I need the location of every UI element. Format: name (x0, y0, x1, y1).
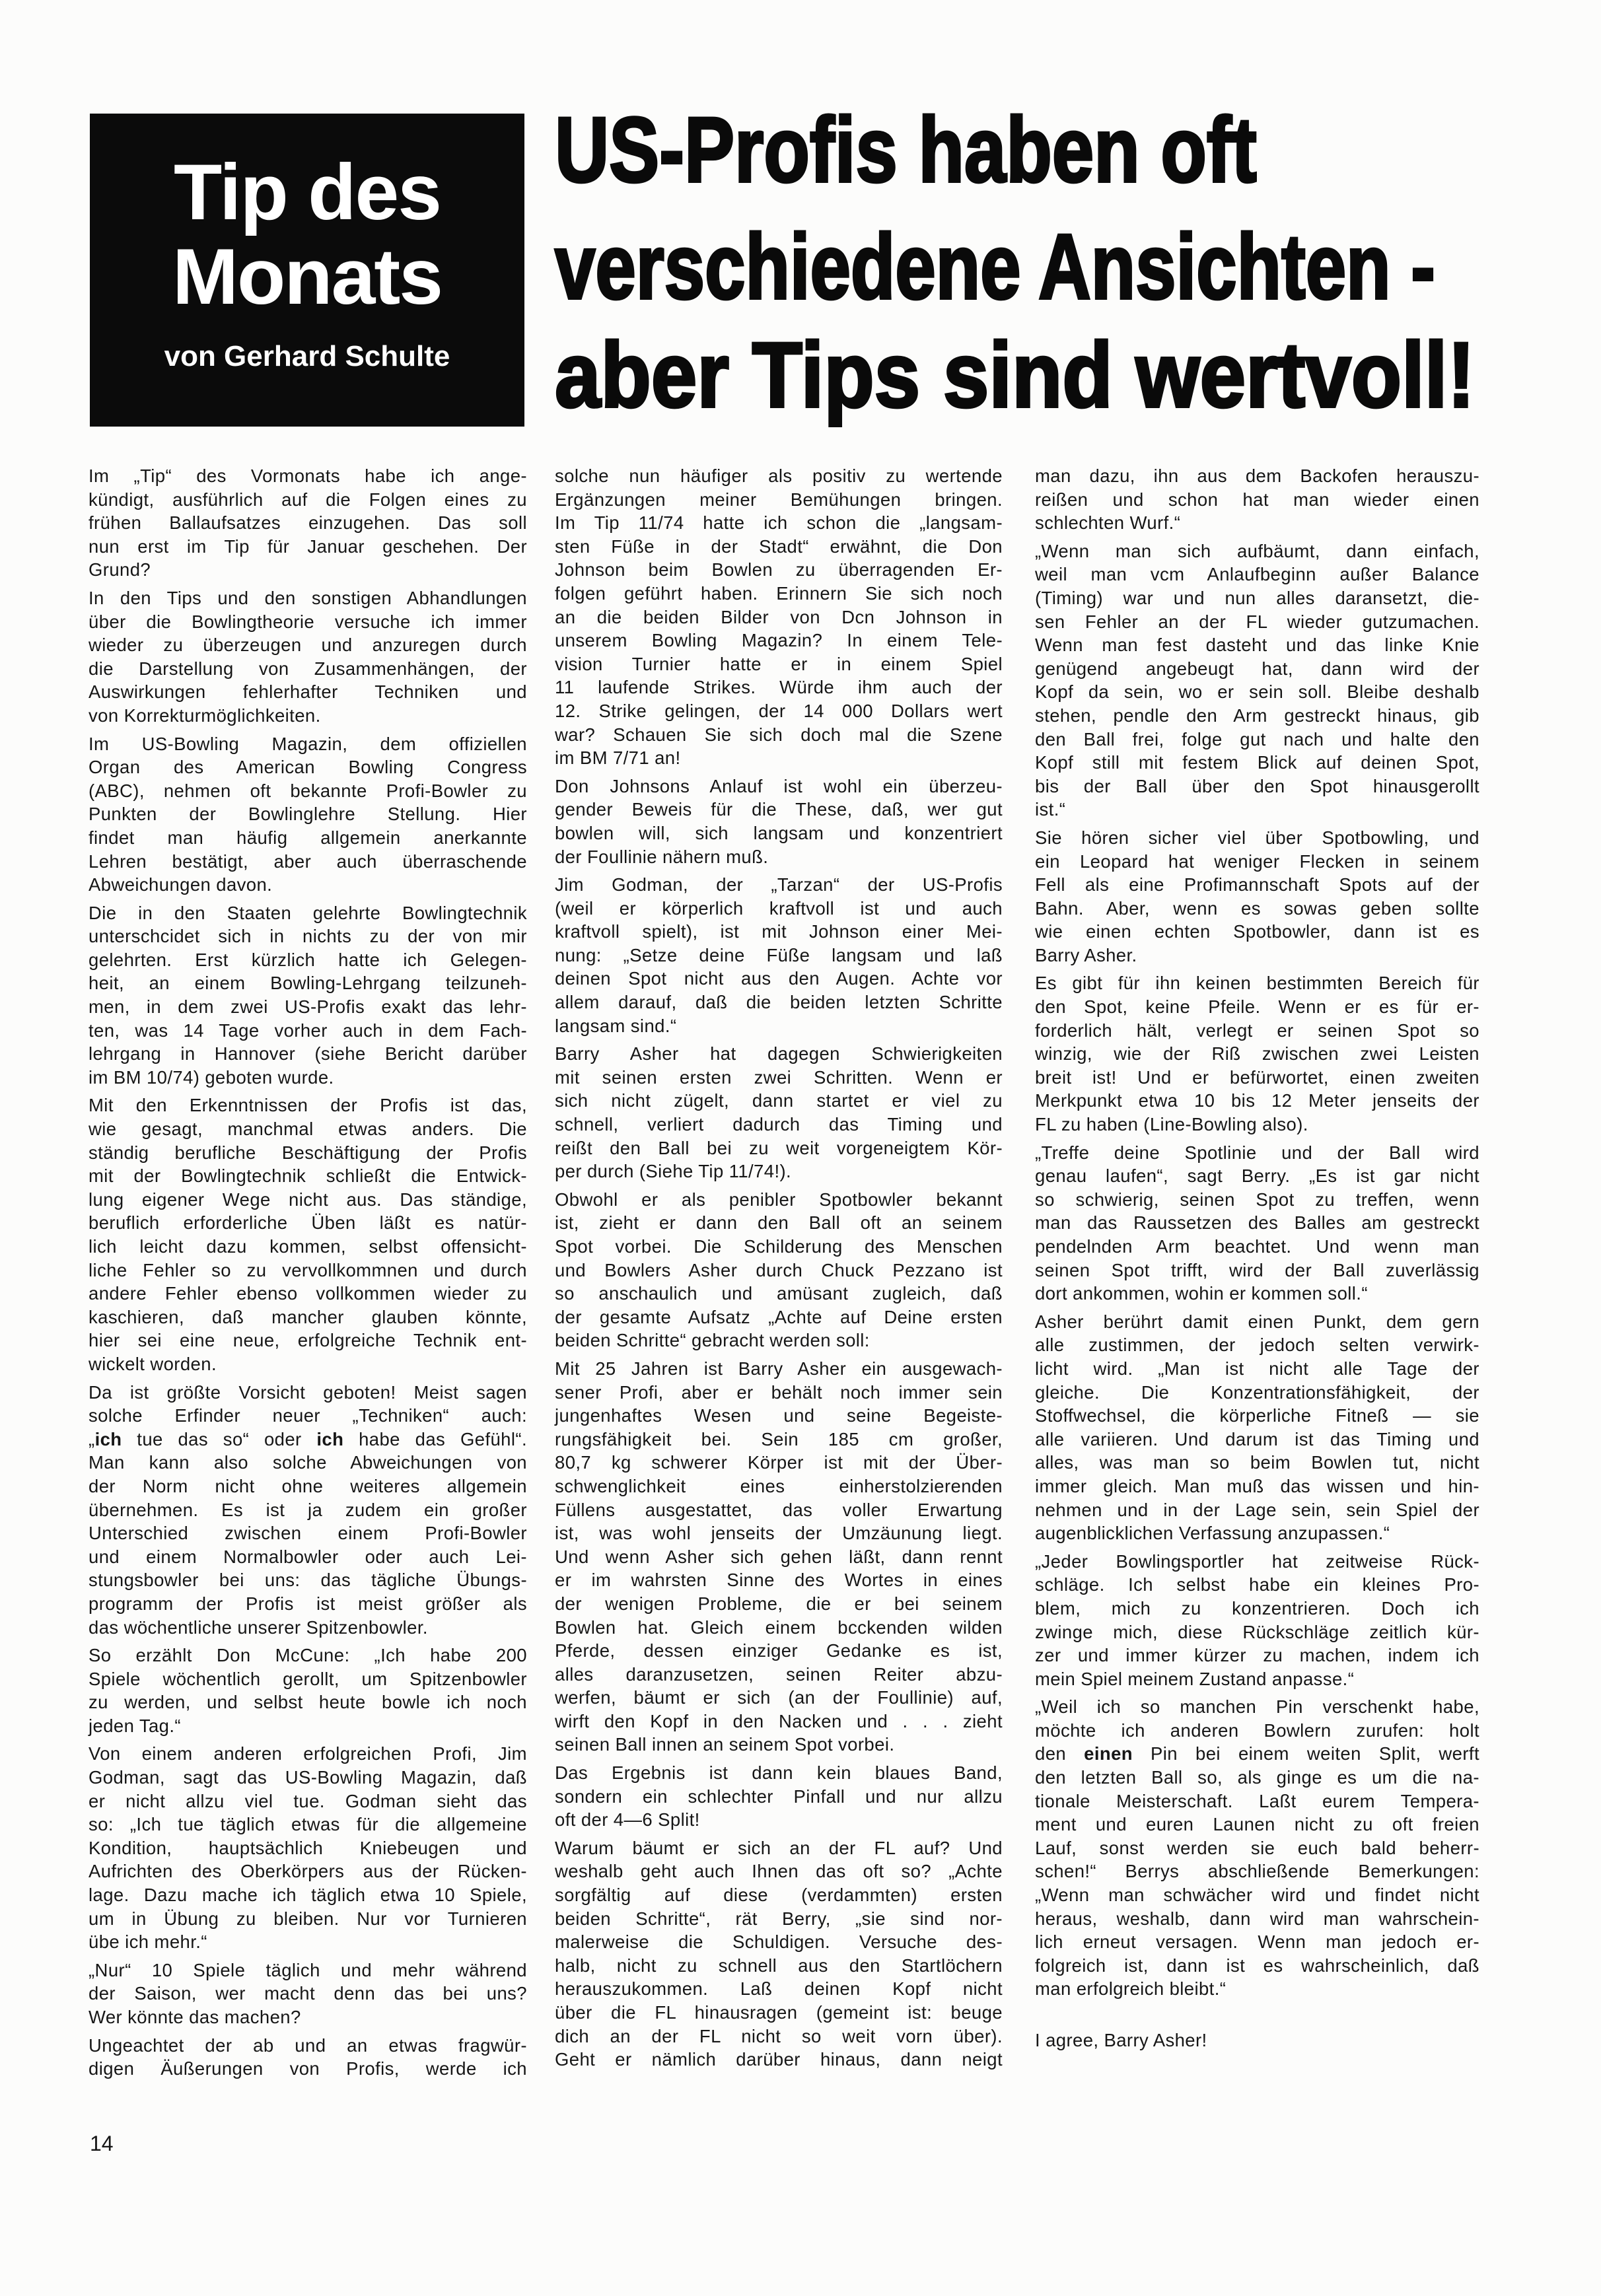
text-line: werfen, bäumt er sich (an der Foullinie) auf, (555, 1687, 1003, 1708)
text-line: dort ankommen, wohin er kommen soll.“ (1035, 1283, 1368, 1304)
headline-line-1: US-Profis haben oft (555, 98, 1257, 201)
text-line: die Darstellung von Zusammenhängen, der (89, 658, 527, 679)
text-line: Im Tip 11/74 hatte ich schon die „langsam- (555, 512, 1003, 534)
text-line: beiden Schritte“ gebracht werden soll: (555, 1330, 870, 1351)
text-line: über die Bowlingtheorie versuche ich immer (89, 611, 527, 632)
paragraph (89, 1644, 527, 1737)
text-line: (Timing) war und nun alles daransetzt, die- (1035, 587, 1479, 608)
text-line: Organ des American Bowling Congress (89, 757, 527, 778)
tip-des-monats-box (90, 114, 524, 427)
text-line: Fell als eine Profimannschaft Spots auf der (1035, 874, 1479, 895)
paragraph (1035, 826, 1479, 967)
text-line: seinen Spot trifft, wird der Ball zuverlässig (1035, 1259, 1479, 1280)
text-line: wie einen echten Spotbowler, dann ist es (1035, 921, 1479, 942)
text-line: wirft den Kopf in den Nacken und . . . zieht (555, 1710, 1003, 1731)
text-line: im BM 10/74) geboten wurde. (89, 1066, 334, 1088)
text-line: Punkten der Bowlinglehre Stellung. Hier (89, 804, 527, 825)
paragraph (1035, 2029, 1479, 2052)
text-segment: habe das Gefühl“. (343, 1428, 527, 1449)
text-line: Mit den Erkenntnissen der Profis ist das, (89, 1095, 527, 1116)
text-line: Sie hören sicher viel über Spotbowling, und (1035, 827, 1479, 848)
text-line: Barry Asher. (1035, 944, 1137, 965)
text-line: genügend angebeugt hat, dann wird der (1035, 658, 1479, 679)
paragraph (1035, 1141, 1479, 1305)
text-line: stungsbowler bei uns: das tägliche Übungs- (89, 1570, 527, 1591)
text-line: Das Ergebnis ist dann kein blaues Band, (555, 1762, 1003, 1784)
text-line: gelehrten. Erst kürzlich hatte ich Gelegen- (89, 949, 527, 970)
text-line: sich nicht zügelt, dann startet er viel zu (555, 1090, 1003, 1111)
text-line: solche nun häufiger als positiv zu wertende (555, 466, 1003, 486)
text-line: Im US-Bowling Magazin, dem offiziellen (89, 733, 527, 754)
text-line: Es gibt für ihn keinen bestimmten Bereich für (1035, 973, 1479, 994)
text-line: wieder zu überzeugen und anzuregen durch (89, 635, 527, 656)
text-line: oft der 4—6 Split! (555, 1809, 700, 1830)
text-line: 11 laufende Strikes. Würde ihm auch der (555, 677, 1003, 698)
text-line: bis der Ball über den Spot hinausgerollt (1035, 775, 1479, 796)
text-line: zer und immer kürzer zu machen, indem ich (1035, 1645, 1479, 1666)
paragraph (555, 464, 1003, 770)
text-line: findet man häufig allgemein anerkannte (89, 827, 527, 848)
text-line: Kopf still mit festem Blick auf deinen Spot, (1035, 752, 1479, 773)
text-line: man das Raussetzen des Balles am gestreckt (1035, 1212, 1479, 1234)
text-line: der wenigen Probleme, die er bei seinem (555, 1593, 1003, 1614)
bold-emphasis: ich (94, 1428, 122, 1449)
text-line: lich leicht dazu kommen, selbst offensicht- (89, 1236, 527, 1257)
text-line: das wöchentliche unserer Spitzenbowler. (89, 1617, 428, 1638)
text-line: und Bowlers Asher durch Chuck Pezzano ist (555, 1259, 1003, 1280)
text-line: ist.“ (1035, 799, 1066, 820)
text-segment: „ (89, 1428, 95, 1449)
paragraph (89, 732, 527, 897)
text-line: Don Johnsons Anlauf ist wohl ein überzeu- (555, 775, 1003, 796)
text-line: so: „Ich tue täglich etwas für die allgemeine (89, 1814, 527, 1835)
text-line: Auswirkungen fehlerhafter Techniken und (89, 681, 527, 703)
text-line: programm der Profis ist meist größer als (89, 1593, 527, 1614)
text-line: I agree, Barry Asher! (1035, 2030, 1207, 2050)
text-line: übe ich mehr.“ (89, 1931, 207, 1953)
text-line: heit, an einem Bowling-Lehrgang teilzuneh- (89, 973, 527, 994)
text-line: Wer könnte das machen? (89, 2007, 301, 2027)
text-line: gleiche. Die Konzentrationsfähigkeit, der (1035, 1381, 1479, 1403)
text-line: frühen Ballaufsatzes einzugehen. Das soll (89, 512, 527, 534)
bold-emphasis: einen (1084, 1743, 1133, 1764)
text-line: (ABC), nehmen oft bekannte Profi-Bowler zu (89, 780, 527, 801)
text-line: Im „Tip“ des Vormonats habe ich ange- (89, 466, 527, 486)
text-line: hier sei eine neue, erfolgreiche Technik ent- (89, 1330, 527, 1351)
text-line: der Foullinie nähern muß. (555, 846, 769, 867)
text-line: um in Übung zu bleiben. Nur vor Turnieren (89, 1908, 527, 1929)
article-column-1 (89, 464, 527, 2081)
text-line: sorgfältig auf diese (verdammten) ersten (555, 1885, 1003, 1906)
text-line: bowlen will, sich langsam und konzentriert (555, 822, 1003, 843)
text-line: den Ball frei, folge gut nach und halte den (1035, 728, 1479, 749)
text-line: lung eigener Wege nicht aus. Das ständige, (89, 1189, 527, 1210)
paragraph (555, 873, 1003, 1037)
text-line: dich an der FL nicht so weit vorn über). (555, 2025, 1003, 2046)
text-line: Obwohl er als penibler Spotbowler bekannt (555, 1189, 1003, 1210)
text-line: sen Fehler an der FL wieder gutzumachen. (1035, 611, 1479, 632)
text-line: reißen und schon hat man wieder einen (1035, 489, 1479, 510)
text-line: nung: „Setze deine Füße langsam und laß (555, 944, 1003, 965)
headline-line-3: aber Tips sind wertvoll! (555, 323, 1476, 427)
paragraph (555, 775, 1003, 868)
bold-emphasis: ich (316, 1428, 344, 1449)
text-line: nun erst im Tip für Januar geschehen. Der (89, 536, 527, 557)
text-line: lage. Dazu mache ich täglich etwa 10 Spiele, (89, 1885, 527, 1906)
text-line: halb, nicht zu schnell aus den Startlöchern (555, 1955, 1003, 1976)
paragraph (89, 1094, 527, 1375)
text-line: Merkpunkt etwa 10 bis 12 Meter jenseits der (1035, 1090, 1479, 1111)
text-line: der Saison, wer macht denn das bei uns? (89, 1983, 527, 2004)
text-line: forderlich hält, verlegt er seinen Spot so (1035, 1020, 1479, 1041)
paragraph (89, 2034, 527, 2081)
text-line: malerweise die Schuldigen. Versuche des- (555, 1931, 1003, 1953)
paragraph (89, 1381, 527, 1640)
paragraph (1035, 971, 1479, 1136)
text-line: gender Beweis für die These, daß, wer gut (555, 799, 1003, 820)
text-line: sener Profi, aber er behält noch immer sein (555, 1381, 1003, 1403)
paragraph (89, 1959, 527, 2029)
text-line: In den Tips und den sonstigen Abhandlungen (89, 587, 527, 608)
text-line: Stoffwechsel, die körperliche Fitneß — sie (1035, 1405, 1479, 1426)
paragraph (555, 1042, 1003, 1183)
page-number: 14 (90, 2132, 114, 2155)
text-line: und einem Normalbowler oder auch Lei- (89, 1546, 527, 1567)
paragraph (89, 586, 527, 728)
text-line: folgen geführt haben. Erinnern Sie sich noch (555, 582, 1003, 604)
text-line: so schwierig, seinen Spot zu treffen, wenn (1035, 1189, 1479, 1210)
paragraph (89, 901, 527, 1090)
text-line: schen!“ Berrys abschließende Bemerkungen: (1035, 1861, 1479, 1882)
text-line: mit der Bowlingtechnik schließt die Entwick- (89, 1165, 527, 1187)
text-line: „Jeder Bowlingsportler hat zeitweise Rück- (1035, 1550, 1479, 1572)
text-line: liche Fehler so zu vervollkommnen und durch (89, 1259, 527, 1280)
text-line: nehmen und in der Lage sein, sein Spiel der (1035, 1499, 1479, 1520)
paragraph (1035, 464, 1479, 535)
text-line: war? Schauen Sie sich doch mal die Szene (555, 724, 1003, 745)
tip-box-author: von Gerhard Schulte (164, 340, 450, 372)
text-line: er nicht allzu viel tue. Godman sieht das (89, 1790, 527, 1811)
text-line: solche Erfinder neuer „Techniken“ auch: (89, 1405, 527, 1426)
text-line: ständig berufliche Beschäftigung der Profis (89, 1142, 527, 1163)
paragraph (1035, 539, 1479, 821)
text-line: (weil er körperlich kraftvoll ist und auch (555, 897, 1003, 919)
text-line: jeden Tag.“ (89, 1715, 181, 1736)
text-line: Aufrichten des Oberkörpers aus der Rücken- (89, 1861, 527, 1882)
text-line: Godman, sagt das US-Bowling Magazin, daß (89, 1767, 527, 1788)
text-line: seinen Ball innen an seinem Spot vorbei. (555, 1734, 895, 1755)
text-line: reißt den Ball bei zu weit vorgeneigtem Kör- (555, 1137, 1003, 1158)
text-line: Wenn man fest dasteht und das linke Knie (1035, 635, 1479, 656)
text-line: Die in den Staaten gelehrte Bowlingtechnik (89, 902, 527, 923)
text-line: digen Äußerungen von Profis, werde ich (89, 2058, 527, 2079)
text-line: Kopf da sein, wo er sein soll. Bleibe deshalb (1035, 681, 1479, 703)
text-line: alles, was man so beim Bowlen tut, nicht (1035, 1452, 1479, 1473)
text-line: allem darauf, daß die beiden letzten Schritte (555, 992, 1003, 1013)
paragraph (89, 464, 527, 582)
text-line: schlechten Wurf.“ (1035, 512, 1181, 534)
text-line: Spiele wöchentlich gerollt, um Spitzenbowler (89, 1668, 527, 1689)
text-line: Man kann also solche Abweichungen von (89, 1452, 527, 1473)
text-line: „Treffe deine Spotlinie und der Ball wird (1035, 1142, 1479, 1163)
text-line: Johnson beim Bowlen zu überragenden Er- (555, 559, 1003, 580)
text-line: zu werden, und selbst heute bowle ich noch (89, 1692, 527, 1713)
text-line: der gesamte Aufsatz „Achte auf Deine ersten (555, 1306, 1003, 1327)
text-segment: den (1035, 1743, 1085, 1764)
text-line: kraftvoll spielt), ist mit Johnson einer Mei- (555, 921, 1003, 942)
text-line: Asher berührt damit einen Punkt, dem gern (1035, 1311, 1479, 1332)
text-line: Ungeachtet der ab und an etwas fragwür- (89, 2035, 527, 2056)
text-line: tionale Meisterschaft. Laßt eurem Tempera- (1035, 1790, 1479, 1811)
text-line: vision Turnier hatte er in einem Spiel (555, 653, 1003, 674)
tip-box-title-line2: Monats (172, 232, 442, 321)
text-line: beruflich erforderliche Üben läßt es natür- (89, 1212, 527, 1234)
text-line: Und wenn Asher sich gehen läßt, dann rennt (555, 1546, 1003, 1567)
text-line: ten, was 14 Tage vorher auch in dem Fach- (89, 1020, 527, 1041)
text-line: licht wird. „Man ist nicht alle Tage der (1035, 1358, 1479, 1379)
paragraph (555, 1836, 1003, 2071)
text-line: „Wenn man sich aufbäumt, dann einfach, (1035, 540, 1479, 561)
text-line: an die beiden Bilder von Dcn Johnson in (555, 606, 1003, 627)
text-line: per durch (Siehe Tip 11/74!). (555, 1161, 792, 1182)
paragraph (555, 1188, 1003, 1352)
text-line: weshalb geht auch Ihnen das oft so? „Achte (555, 1861, 1003, 1882)
text-line: man dazu, ihn aus dem Backofen herauszu- (1035, 466, 1479, 486)
text-line: „Nur“ 10 Spiele täglich und mehr während (89, 1959, 527, 1980)
text-line: Unterschied zwischen einem Profi-Bowler (89, 1523, 527, 1544)
article-column-2 (555, 464, 1003, 2071)
text-line: Warum bäumt er sich an der FL auf? Und (555, 1837, 1003, 1858)
text-line: über die FL hinausragen (gemeint ist: beuge (555, 2002, 1003, 2023)
text-line: Barry Asher hat dagegen Schwierigkeiten (555, 1043, 1003, 1064)
text-line: kündigt, ausführlich auf die Folgen eines zu (89, 489, 527, 510)
text-line: sten Füße in der Stadt“ erwähnt, die Don (555, 536, 1003, 557)
text-line: kaschieren, daß mancher glauben könnte, (89, 1306, 527, 1327)
text-line: So erzählt Don McCune: „Ich habe 200 (89, 1645, 527, 1666)
text-line: deinen Spot nicht aus den Augen. Achte vor (555, 968, 1003, 989)
text-line: schnell, verliert dadurch das Timing und (555, 1114, 1003, 1135)
text-line: mein Spiel meinem Zustand anpasse.“ (1035, 1668, 1355, 1689)
text-line: lich erneut versagen. Wenn man jedoch er- (1035, 1931, 1479, 1953)
text-line: Spot vorbei. Die Schilderung des Menschen (555, 1236, 1003, 1257)
text-line: ist, was wohl jenseits der Umzäunung liegt. (555, 1523, 1003, 1544)
text-line: beiden Schritte“, rät Berry, „sie sind nor- (555, 1908, 1003, 1929)
text-line: sondern ein schlechter Pinfall und nur allzu (555, 1786, 1003, 1807)
text-line: so anschaulich und amüsant zugleich, daß (555, 1283, 1003, 1304)
text-line: Mit 25 Jahren ist Barry Asher ein ausgewach- (555, 1358, 1003, 1379)
text-line: Füllens ausgestattet, das voller Erwartung (555, 1499, 1003, 1520)
text-line: ist, zieht er dann den Ball oft an seinem (555, 1212, 1003, 1234)
paragraph (1035, 1550, 1479, 1691)
text-line: 80,7 kg schwerer Körper ist mit der Über- (555, 1452, 1003, 1473)
text-line: übernehmen. Es ist ja zudem ein großer (89, 1499, 527, 1520)
text-line: Jim Godman, der „Tarzan“ der US-Profis (555, 874, 1003, 895)
text-line: andere Fehler ebenso vollkommen wieder zu (89, 1283, 527, 1304)
text-line: pendelnden Arm beachtet. Und wenn man (1035, 1236, 1479, 1257)
paragraph (89, 1742, 527, 1953)
text-line: jungenhaftes Wesen und seine Begeiste- (555, 1405, 1003, 1426)
text-line: Lauf, sonst werden sie euch bald beherr- (1035, 1837, 1479, 1858)
headline-line-2: verschiedene Ansichten - (555, 215, 1435, 318)
text-line: stehen, pendle den Arm gestreckt hinaus, gib (1035, 705, 1479, 726)
text-line: Kondition, hauptsächlich Kniebeugen und (89, 1837, 527, 1858)
text-line: ein Leopard hat weniger Flecken in seinem (1035, 851, 1479, 872)
text-line: unserem Bowling Magazin? In einem Tele- (555, 630, 1003, 651)
text-line (1035, 1742, 1479, 1766)
text-line: men, in dem zwei US-Profis exakt das lehr- (89, 996, 527, 1018)
text-line: genau laufen“, sagt Berry. „Es ist gar nicht (1035, 1165, 1479, 1187)
text-line: ment und euren Launen nicht zu oft freien (1035, 1814, 1479, 1835)
text-line: FL zu haben (Line-Bowling also). (1035, 1114, 1308, 1135)
text-segment: tue das so“ oder (122, 1428, 317, 1449)
text-line: langsam sind.“ (555, 1015, 677, 1036)
text-line: Da ist größte Vorsicht geboten! Meist sagen (89, 1381, 527, 1403)
paragraph (1035, 1310, 1479, 1545)
text-line: „Wenn man schwächer wird und findet nicht (1035, 1885, 1479, 1906)
text-line: unterschcidet sich in nichts zu der von mir (89, 926, 527, 947)
text-line: er im wahrsten Sinne des Wortes in eines (555, 1570, 1003, 1591)
text-line: weil man vcm Anlaufbeginn außer Balance (1035, 564, 1479, 585)
text-segment: Pin bei einem weiten Split, werft (1132, 1743, 1480, 1764)
paragraph (555, 1761, 1003, 1832)
text-line: Bowlen hat. Gleich einem bcckenden wilden (555, 1617, 1003, 1638)
text-line: der Norm nicht ohne weiteres allgemein (89, 1475, 527, 1496)
text-line: Lehren bestätigt, aber auch überraschende (89, 851, 527, 872)
article-column-3 (1035, 464, 1479, 2052)
text-line: mit seinen ersten zwei Schritten. Wenn er (555, 1066, 1003, 1088)
text-line: „Weil ich so manchen Pin verschenkt habe, (1035, 1696, 1479, 1718)
text-line: schläge. Ich selbst habe ein kleines Pro- (1035, 1574, 1479, 1595)
text-line: den Spot, keine Pfeile. Wenn er es für er- (1035, 996, 1479, 1018)
text-line: alle variieren. Und darum ist das Timing und (1035, 1428, 1479, 1449)
paragraph (1035, 1695, 1479, 2001)
text-line: Ergänzungen meiner Bemühungen bringen. (555, 489, 1003, 510)
text-line: alle zustimmen, der jedoch selten verwirk- (1035, 1335, 1479, 1356)
text-line: augenblicklichen Verfassung anzupassen.“ (1035, 1523, 1390, 1544)
text-line: blem, mich zu konzentrieren. Doch ich (1035, 1597, 1479, 1618)
text-line: Von einem anderen erfolgreichen Profi, Jim (89, 1743, 527, 1764)
paragraph (555, 1357, 1003, 1757)
tip-box-title-line1: Tip des (174, 148, 441, 236)
text-line: alles daranzusetzen, seinen Reiter abzu- (555, 1663, 1003, 1685)
text-line: Pferde, dessen einziger Gedanke es ist, (555, 1640, 1003, 1661)
text-line: Abweichungen davon. (89, 874, 273, 895)
text-line: folgreich ist, dann ist es wahrscheinlich, daß (1035, 1955, 1479, 1976)
text-line: schwenglichkeit eines einherstolzierenden (555, 1475, 1003, 1496)
text-line: lehrgang in Hannover (siehe Bericht darüber (89, 1043, 527, 1064)
text-line: Grund? (89, 559, 151, 580)
text-line: winzig, wie der Riß zwischen zwei Leisten (1035, 1043, 1479, 1064)
text-line: 12. Strike gelingen, der 14 000 Dollars wert (555, 700, 1003, 721)
text-line: man erfolgreich bleibt.“ (1035, 1978, 1227, 2000)
text-line: Bahn. Aber, wenn es sowas geben sollte (1035, 897, 1479, 919)
text-line: herauszukommen. Laß deinen Kopf nicht (555, 1978, 1003, 2000)
text-line: den letzten Ball so, als ginge es um die na- (1035, 1767, 1479, 1788)
text-line: zwinge mich, diese Rückschläge zeitlich kür- (1035, 1621, 1479, 1642)
text-line: möchte ich anderen Bowlern zurufen: holt (1035, 1720, 1479, 1741)
text-line: heraus, weshalb, dann wird man wahrschein- (1035, 1908, 1479, 1929)
text-line: im BM 7/71 an! (555, 748, 681, 769)
text-line: Geht er nämlich darüber hinaus, dann neigt (555, 2049, 1003, 2070)
text-line: wie gesagt, manchmal etwas anders. Die (89, 1119, 527, 1140)
text-line: wickelt worden. (89, 1353, 217, 1374)
text-line: von Korrekturmöglichkeiten. (89, 705, 321, 726)
text-line: immer gleich. Man muß das wissen und hin- (1035, 1475, 1479, 1496)
text-line: breit ist! Und er befürwortet, einen zweiten (1035, 1066, 1479, 1088)
text-line: rungsfähigkeit bei. Sein 185 cm großer, (555, 1428, 1003, 1449)
text-line (89, 1428, 527, 1451)
